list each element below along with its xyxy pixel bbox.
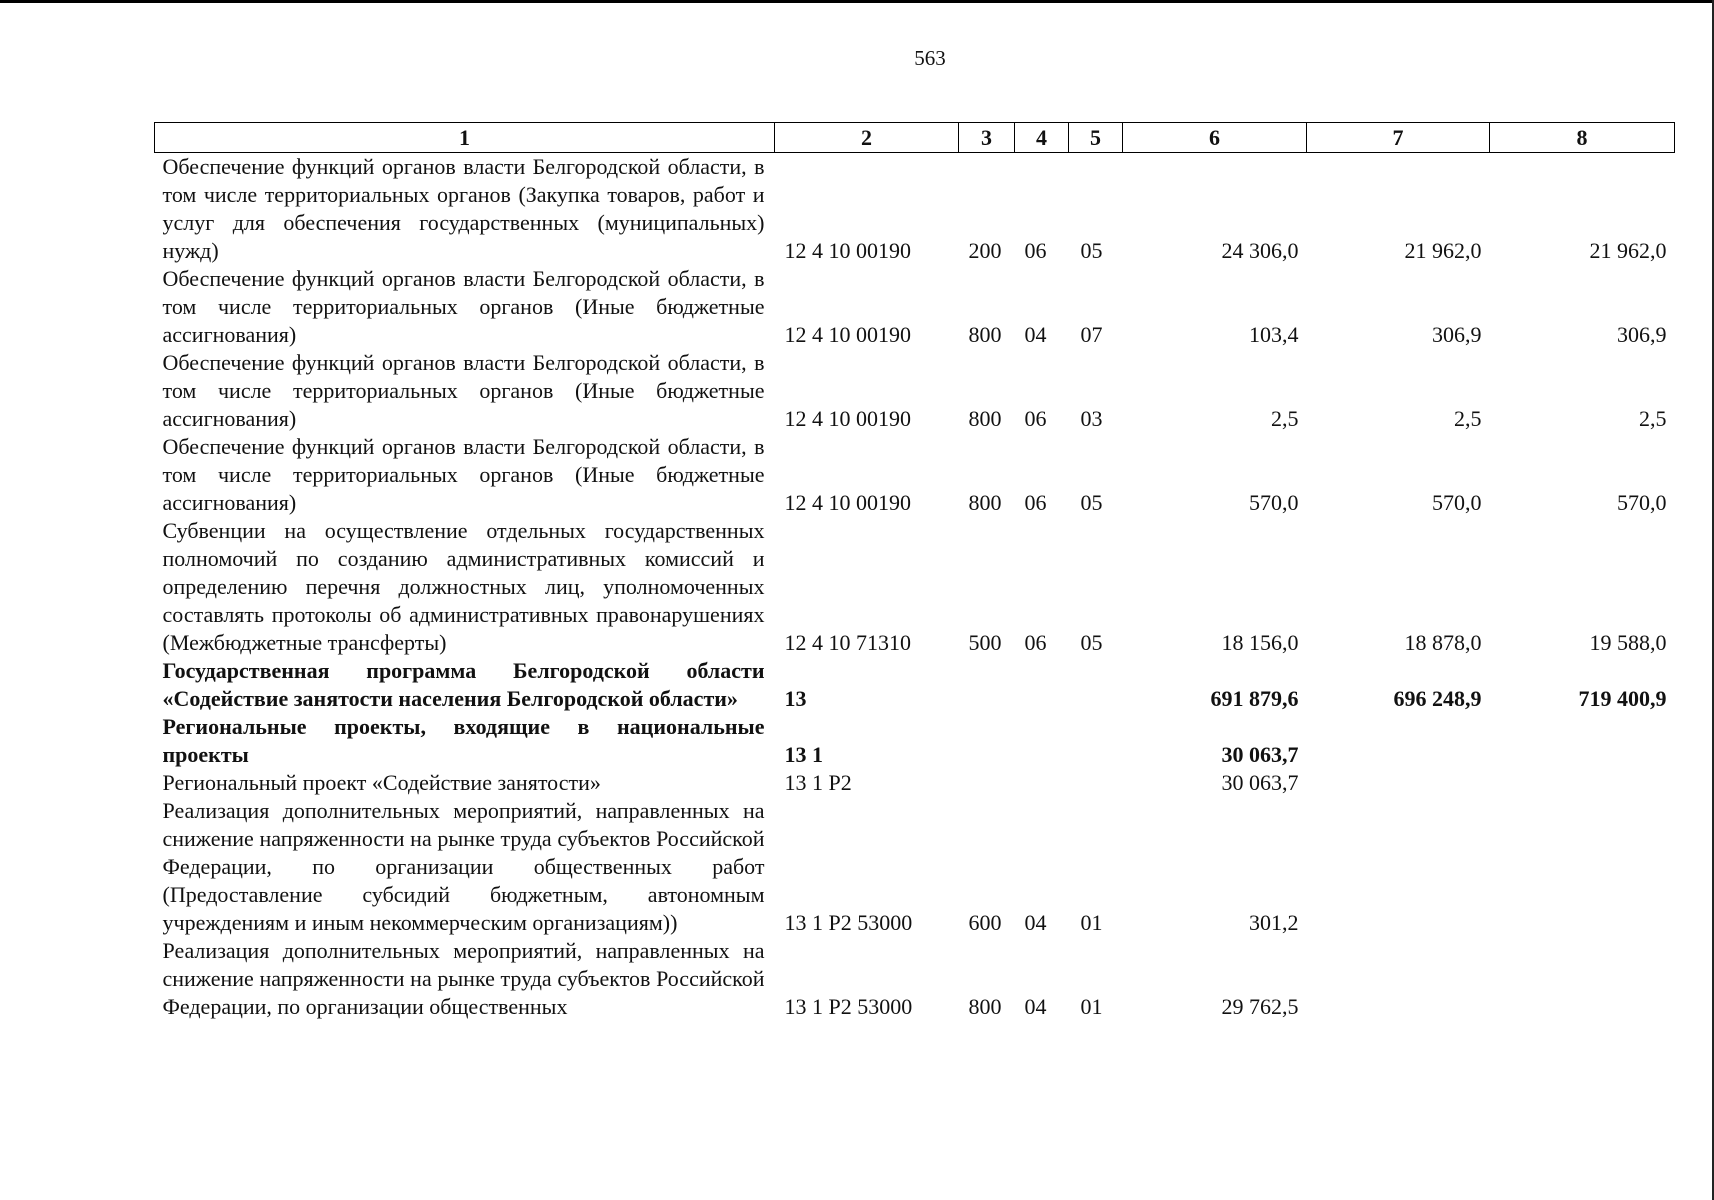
row-value-7: 21 962,0 <box>1404 238 1482 263</box>
row-name: Региональные проекты, входящие в национальные проекты <box>162 714 765 767</box>
row-col4: 06 <box>1024 238 1047 263</box>
row-col4 <box>1015 657 1069 713</box>
row-code: 12 4 10 00190 <box>784 490 911 515</box>
row-col5 <box>1069 657 1123 713</box>
row-col3: 800 <box>968 490 1002 515</box>
table-row <box>155 265 1675 349</box>
row-value-7 <box>1307 713 1490 769</box>
row-col3 <box>959 769 1015 797</box>
row-col3 <box>959 657 1015 713</box>
row-col5: 01 <box>1080 994 1103 1019</box>
row-col4: 06 <box>1024 406 1047 431</box>
table-row <box>155 153 1675 266</box>
table-row <box>155 517 1675 657</box>
row-value-6: 691 879,6 <box>1210 686 1299 711</box>
row-code: 12 4 10 00190 <box>784 406 911 431</box>
row-col5: 01 <box>1080 910 1103 935</box>
table-row <box>155 937 1675 1021</box>
row-name: Обеспечение функций органов власти Белгородской области, в том числе территориальных органов (Иные бюджетные ассигнования) <box>162 434 765 515</box>
column-header-4: 4 <box>1015 123 1069 153</box>
table-row <box>155 713 1675 769</box>
row-value-8: 570,0 <box>1617 490 1667 515</box>
row-value-7: 18 878,0 <box>1404 630 1482 655</box>
row-value-6: 301,2 <box>1249 910 1299 935</box>
row-code: 12 4 10 00190 <box>784 238 911 263</box>
row-value-7 <box>1307 797 1490 937</box>
column-header-3: 3 <box>959 123 1015 153</box>
row-col4 <box>1015 713 1069 769</box>
row-col5: 05 <box>1080 238 1103 263</box>
row-value-8 <box>1490 713 1675 769</box>
row-value-7 <box>1307 937 1490 1021</box>
row-col5 <box>1069 713 1123 769</box>
row-col3: 500 <box>968 630 1002 655</box>
row-value-8: 719 400,9 <box>1578 686 1667 711</box>
column-header-5: 5 <box>1069 123 1123 153</box>
row-code: 13 1 P2 <box>784 770 852 795</box>
row-value-6: 24 306,0 <box>1221 238 1299 263</box>
row-value-8 <box>1490 769 1675 797</box>
row-name: Государственная программа Белгородской области «Содействие занятости населения Белгородской области» <box>162 658 765 711</box>
row-name: Обеспечение функций органов власти Белгородской области, в том числе территориальных органов (Иные бюджетные ассигнования) <box>162 266 765 347</box>
row-code: 12 4 10 71310 <box>784 630 911 655</box>
row-col3: 800 <box>968 406 1002 431</box>
row-value-6: 2,5 <box>1271 406 1299 431</box>
row-col4: 06 <box>1024 490 1047 515</box>
table-header-row <box>155 123 1675 153</box>
row-name: Региональный проект «Содействие занятости» <box>162 770 601 795</box>
row-value-6: 18 156,0 <box>1221 630 1299 655</box>
row-name: Обеспечение функций органов власти Белгородской области, в том числе территориальных органов (Иные бюджетные ассигнования) <box>162 350 765 431</box>
budget-table <box>154 122 1675 1021</box>
table-row <box>155 349 1675 433</box>
row-code: 13 1 P2 53000 <box>784 994 913 1019</box>
table-row <box>155 657 1675 713</box>
row-value-6: 570,0 <box>1249 490 1299 515</box>
row-col5: 07 <box>1080 322 1103 347</box>
row-value-8: 21 962,0 <box>1589 238 1667 263</box>
column-header-1: 1 <box>155 123 775 153</box>
row-value-8: 19 588,0 <box>1589 630 1667 655</box>
row-col3: 200 <box>968 238 1002 263</box>
row-code: 13 <box>784 686 807 711</box>
column-header-7: 7 <box>1307 123 1490 153</box>
column-header-2: 2 <box>775 123 959 153</box>
row-col3 <box>959 713 1015 769</box>
row-name: Обеспечение функций органов власти Белгородской области, в том числе территориальных органов (Закупка товаров, работ и услуг для обеспечения государственных (муниципальных) нужд) <box>162 154 765 263</box>
row-value-8: 306,9 <box>1617 322 1667 347</box>
row-col3: 800 <box>968 994 1002 1019</box>
row-value-6: 30 063,7 <box>1221 742 1299 767</box>
row-value-6: 29 762,5 <box>1221 994 1299 1019</box>
row-col3: 800 <box>968 322 1002 347</box>
row-col5: 05 <box>1080 630 1103 655</box>
row-value-7 <box>1307 769 1490 797</box>
row-col5: 05 <box>1080 490 1103 515</box>
row-value-7: 570,0 <box>1432 490 1482 515</box>
page-number: 563 <box>914 46 946 70</box>
row-value-7: 2,5 <box>1454 406 1482 431</box>
row-name: Субвенции на осуществление отдельных государственных полномочий по созданию административных комиссий и определению перечня должностных лиц, уполномоченных составлять протоколы об административных правонарушениях (Межбюджетные трансферты) <box>162 518 765 655</box>
row-value-6: 103,4 <box>1249 322 1299 347</box>
row-value-7: 696 248,9 <box>1393 686 1482 711</box>
row-col4: 06 <box>1024 630 1047 655</box>
row-col4 <box>1015 769 1069 797</box>
budget-table-container <box>154 122 1674 1021</box>
row-value-8 <box>1490 937 1675 1021</box>
top-border-line <box>0 0 1714 3</box>
row-name: Реализация дополнительных мероприятий, направленных на снижение напряженности на рынке труда субъектов Российской Федерации, по организации общественных <box>162 938 765 1019</box>
row-col4: 04 <box>1024 910 1047 935</box>
row-code: 13 1 P2 53000 <box>784 910 913 935</box>
row-value-6: 30 063,7 <box>1221 770 1299 795</box>
row-value-8: 2,5 <box>1639 406 1667 431</box>
table-row <box>155 433 1675 517</box>
row-code: 13 1 <box>784 742 823 767</box>
table-row <box>155 769 1675 797</box>
row-value-8 <box>1490 797 1675 937</box>
row-name: Реализация дополнительных мероприятий, направленных на снижение напряженности на рынке труда субъектов Российской Федерации, по организации общественных работ (Предоставление субсидий бюджетным, автономным учреждениям и иным некоммерческим организациям)) <box>162 798 765 935</box>
table-body <box>155 153 1675 1022</box>
row-col5 <box>1069 769 1123 797</box>
table-row <box>155 797 1675 937</box>
row-col4: 04 <box>1024 994 1047 1019</box>
row-col3: 600 <box>968 910 1002 935</box>
row-code: 12 4 10 00190 <box>784 322 911 347</box>
row-col5: 03 <box>1080 406 1103 431</box>
column-header-6: 6 <box>1123 123 1307 153</box>
row-value-7: 306,9 <box>1432 322 1482 347</box>
column-header-8: 8 <box>1490 123 1675 153</box>
row-col4: 04 <box>1024 322 1047 347</box>
